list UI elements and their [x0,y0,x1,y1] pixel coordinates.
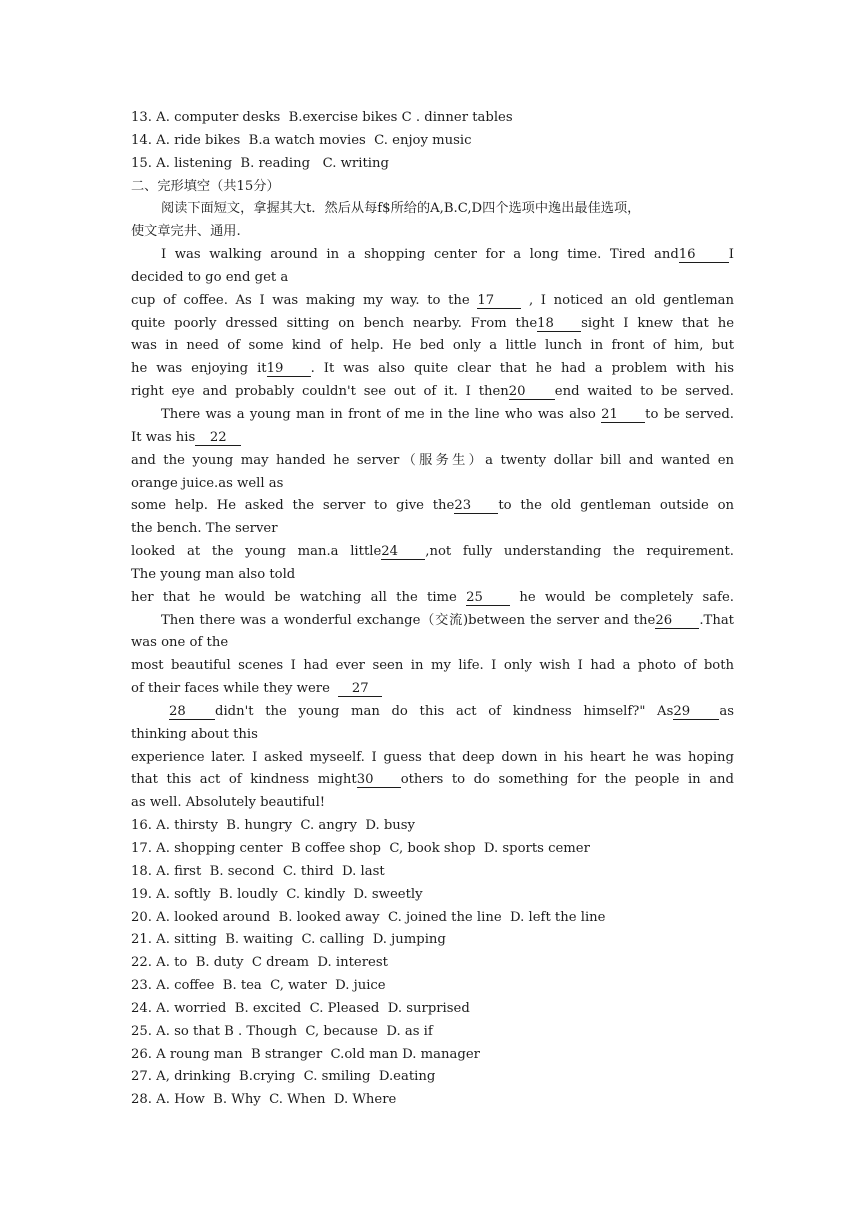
blank-19: 19 [267,361,311,377]
passage-line: thinking about this [131,726,258,742]
passage-line: quite poorly dressed sitting on bench nearby. From the18 sight I knew that he [131,315,734,331]
option-line-20: 20. A. looked around B. looked away C. joined the line D. left the line [131,909,606,925]
passage-line: her that he would be watching all the time 25 he would be completely safe. [131,589,734,605]
blank-25: 25 [466,590,510,606]
passage-line: as well. Absolutely beautiful! [131,795,326,811]
blank-17: 17 [477,293,521,309]
option-line-17: 17. A. shopping center B coffee shop C, book shop D. sports cemer [131,841,590,856]
option-line-21: 21. A. sitting B. waiting C. calling D. jumping [131,932,446,948]
blank-18: 18 [537,316,581,332]
passage-line: and the young may handed he server（服务生）a twenty dollar bill and wanted en [131,452,734,468]
blank-27: 27 [338,681,382,697]
option-line-19: 19. A. softly B. loudly C. kindly D. sweetly [131,886,423,902]
option-line-24: 24. A. worried B. excited C. Pleased D. surprised [131,1000,470,1016]
passage-line: 28 didn't the young man do this act of kindness himself?" As29 as [169,703,734,719]
passage-line: looked at the young man.a little24 ,not fully understanding the requirement. [131,544,734,560]
blank-20: 20 [509,384,555,400]
option-line-14: 14. A. ride bikes B.a watch movies C. enjoy music [131,132,472,148]
passage-line: Then there was a wonderful exchange（交流)between the server and the26 .That [161,612,734,628]
option-line-26: 26. A roung man B stranger C.old man D. manager [131,1046,480,1062]
passage-line: that this act of kindness might30 others to do something for the people in and [131,772,734,788]
blank-29: 29 [673,704,719,720]
passage-line: the bench. The server [131,521,278,537]
passage-line: cup of coffee. As I was making my way. to the 17 , I noticed an old gentleman [131,292,734,308]
blank-22: 22 [195,430,241,446]
passage-line: he was enjoying it19 . It was also quite clear that he had a problem with his [131,361,734,377]
blank-24: 24 [381,544,425,560]
passage-line: The young man also told [131,566,296,582]
option-line-22: 22. A. to B. duty C dream D. interest [131,955,388,971]
blank-26: 26 [655,613,699,629]
passage-line: There was a young man in front of me in the line who was also 21 to be served. [161,406,734,422]
option-line-15: 15. A. listening B. reading C. writing [131,155,389,171]
exam-page [131,107,734,1112]
option-line-13: 13. A. computer desks B.exercise bikes C . dinner tables [131,110,513,125]
passage-line: was one of the [131,635,229,651]
instruction-line-1: 阅读下面短文，拿握其大t．然后从每f$所给的A,B.C,D四个选项中逸出最佳选项， [161,201,641,217]
blank-23: 23 [454,498,498,514]
passage-line: decided to go end get a [131,269,289,285]
blank-21: 21 [601,407,645,423]
blank-16: 16 [679,247,729,263]
passage-line: orange juice.as well as [131,475,284,491]
option-line-23: 23. A. coffee B. tea C, water D. juice [131,978,386,994]
option-line-25: 25. A. so that B . Though C, because D. as if [131,1023,433,1039]
option-line-18: 18. A. first B. second C. third D. last [131,863,385,879]
option-line-27: 27. A, drinking B.crying C. smiling D.eating [131,1069,436,1085]
blank-28: 28 [169,704,215,720]
passage-line: most beautiful scenes I had ever seen in my life. I only wish I had a photo of both [131,658,734,674]
passage-line: It was his 22 [131,427,734,450]
option-line-28: 28. A. How B. Why C. When D. Where [131,1092,397,1108]
passage-line: was in need of some kind of help. He bed only a little lunch in front of him, but [131,338,734,354]
passage-line: experience later. I asked myseelf. I guess that deep down in his heart he was hoping [131,749,734,765]
passage-line: right eye and probably couldn't see out of it. I then20 end waited to be served. [131,384,734,400]
instruction-line-2: 使文章完井、通用. [131,224,241,240]
passage-line: of their faces while they were 27 [131,678,734,701]
section-title: 二、完形填空（共15分） [131,178,280,194]
passage-line: some help. He asked the server to give the23 to the old gentleman outside on [131,498,734,514]
blank-30: 30 [357,772,401,788]
passage-line: I was walking around in a shopping center for a long time. Tired and16 I [161,247,734,263]
option-line-16: 16. A. thirsty B. hungry C. angry D. busy [131,818,416,834]
